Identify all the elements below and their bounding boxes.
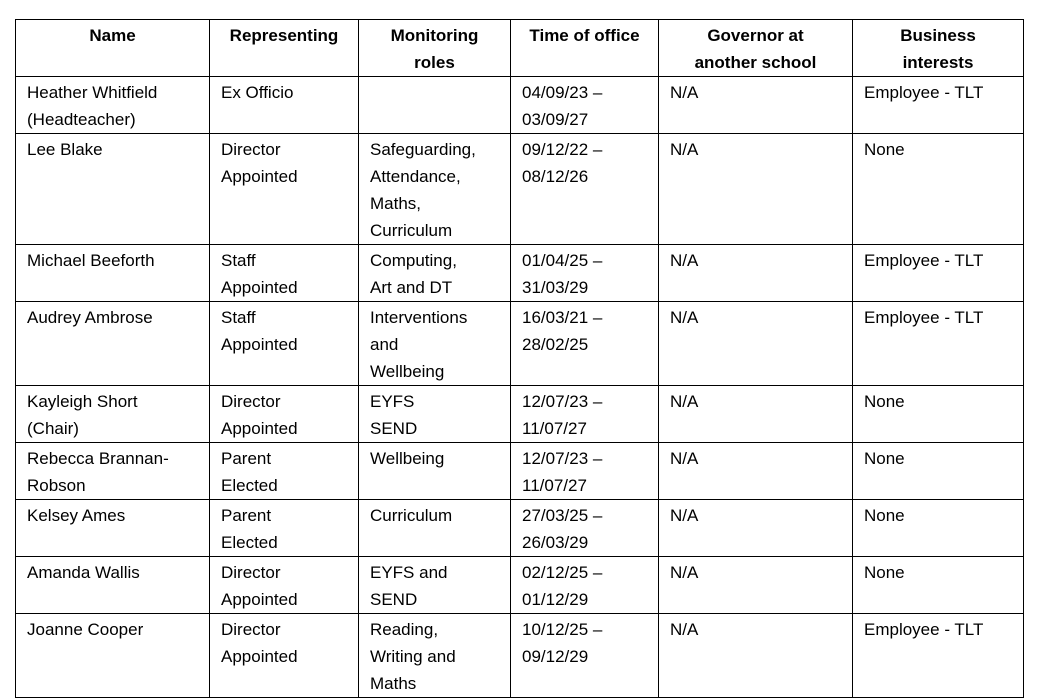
cell-business-interests: None [853,443,1024,500]
cell-representing: Director Appointed [210,557,359,614]
cell-representing: Parent Elected [210,500,359,557]
cell-time-of-office: 02/12/25 – 01/12/29 [511,557,659,614]
cell-monitoring-roles: Interventions and Wellbeing [359,302,511,386]
table-row [16,500,1024,557]
cell-monitoring-roles: Computing, Art and DT [359,245,511,302]
cell-business-interests: None [853,500,1024,557]
cell-name: Audrey Ambrose [16,302,210,386]
header-row [16,20,1024,77]
cell-time-of-office: 16/03/21 – 28/02/25 [511,302,659,386]
cell-business-interests: None [853,134,1024,245]
cell-governor-elsewhere: N/A [659,557,853,614]
cell-business-interests: Employee - TLT [853,77,1024,134]
cell-governor-elsewhere: N/A [659,386,853,443]
cell-monitoring-roles: EYFS and SEND [359,557,511,614]
cell-governor-elsewhere: N/A [659,134,853,245]
cell-representing: Director Appointed [210,134,359,245]
table-row [16,77,1024,134]
cell-governor-elsewhere: N/A [659,302,853,386]
cell-representing: Ex Officio [210,77,359,134]
cell-business-interests: None [853,386,1024,443]
table-row [16,302,1024,386]
cell-representing: Director Appointed [210,614,359,698]
cell-monitoring-roles: Safeguarding, Attendance, Maths, Curriculum [359,134,511,245]
cell-time-of-office: 01/04/25 – 31/03/29 [511,245,659,302]
cell-business-interests: Employee - TLT [853,614,1024,698]
header-governor-elsewhere: Governor at another school [659,20,853,77]
cell-monitoring-roles: Curriculum [359,500,511,557]
cell-monitoring-roles: EYFS SEND [359,386,511,443]
cell-representing: Staff Appointed [210,245,359,302]
cell-name: Kayleigh Short (Chair) [16,386,210,443]
cell-business-interests: Employee - TLT [853,245,1024,302]
cell-name: Michael Beeforth [16,245,210,302]
cell-name: Lee Blake [16,134,210,245]
cell-governor-elsewhere: N/A [659,77,853,134]
table-row [16,614,1024,698]
header-representing: Representing [210,20,359,77]
cell-representing: Parent Elected [210,443,359,500]
cell-name: Amanda Wallis [16,557,210,614]
cell-time-of-office: 04/09/23 – 03/09/27 [511,77,659,134]
cell-representing: Director Appointed [210,386,359,443]
table-row [16,134,1024,245]
cell-governor-elsewhere: N/A [659,245,853,302]
cell-name: Kelsey Ames [16,500,210,557]
cell-name: Rebecca Brannan- Robson [16,443,210,500]
header-monitoring-roles: Monitoring roles [359,20,511,77]
cell-representing: Staff Appointed [210,302,359,386]
cell-business-interests: Employee - TLT [853,302,1024,386]
cell-business-interests: None [853,557,1024,614]
table-row [16,386,1024,443]
governors-table [15,19,1024,698]
header-name: Name [16,20,210,77]
cell-time-of-office: 09/12/22 – 08/12/26 [511,134,659,245]
cell-time-of-office: 27/03/25 – 26/03/29 [511,500,659,557]
cell-governor-elsewhere: N/A [659,614,853,698]
cell-monitoring-roles [359,77,511,134]
cell-monitoring-roles: Reading, Writing and Maths [359,614,511,698]
cell-name: Joanne Cooper [16,614,210,698]
header-business-interests: Business interests [853,20,1024,77]
cell-name: Heather Whitfield (Headteacher) [16,77,210,134]
cell-governor-elsewhere: N/A [659,443,853,500]
cell-time-of-office: 10/12/25 – 09/12/29 [511,614,659,698]
cell-monitoring-roles: Wellbeing [359,443,511,500]
table-row [16,443,1024,500]
header-time-of-office: Time of office [511,20,659,77]
table-row [16,245,1024,302]
cell-time-of-office: 12/07/23 – 11/07/27 [511,386,659,443]
cell-governor-elsewhere: N/A [659,500,853,557]
cell-time-of-office: 12/07/23 – 11/07/27 [511,443,659,500]
table-row [16,557,1024,614]
